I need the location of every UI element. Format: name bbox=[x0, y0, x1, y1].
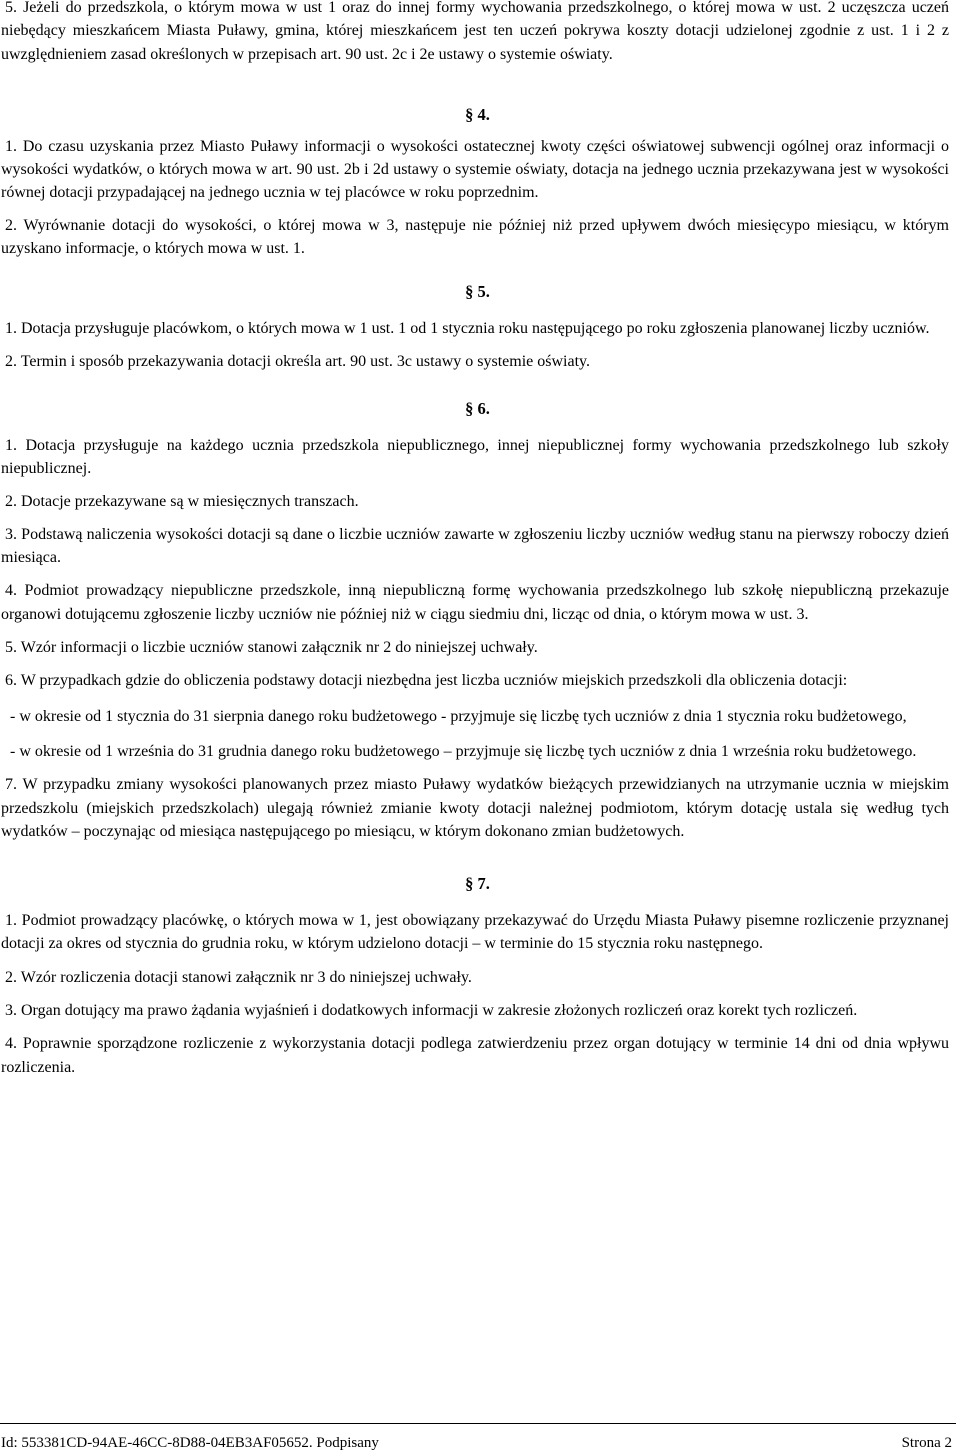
page-number: Strona 2 bbox=[901, 1435, 952, 1451]
section-sign-icon: § bbox=[465, 874, 478, 894]
paragraph-6-5: 5. Wzór informacji o liczbie uczniów stanowi załącznik nr 2 do niniejszej uchwały. bbox=[5, 639, 538, 657]
paragraph-6-6: 6. W przypadkach gdzie do obliczenia podstawy dotacji niezbędna jest liczba uczniów miejskich przedszkoli dla obliczenia dotacji: bbox=[5, 672, 848, 690]
page-footer bbox=[0, 1423, 956, 1456]
paragraph-5-1: 1. Dotacja przysługuje placówkom, o których mowa w 1 ust. 1 od 1 stycznia roku następującego po roku zgłoszenia planowanej liczby uczniów. bbox=[5, 320, 930, 338]
paragraph-6-2: 2. Dotacje przekazywane są w miesięcznych transzach. bbox=[5, 492, 359, 510]
paragraph-7-3: 3. Organ dotujący ma prawo żądania wyjaśnień i dodatkowych informacji w zakresie złożonych rozliczeń oraz korekt tych rozliczeń. bbox=[5, 1002, 858, 1020]
section-heading-7: § 7. bbox=[465, 874, 490, 894]
paragraph-7-2: 2. Wzór rozliczenia dotacji stanowi załącznik nr 3 do niniejszej uchwały. bbox=[5, 968, 472, 986]
paragraph-6-1: 1. Dotacja przysługuje na każdego ucznia przedszkola niepublicznego, innej niepublicznej formy wychowania przedszkolnego lub szkoły niepublicznej. bbox=[1, 436, 949, 478]
paragraph-6-4: 4. Podmiot prowadzący niepubliczne przedszkole, inną niepubliczną formę wychowania przedszkolnego lub szkołę niepubliczną przekazuje organowi dotującemu zgłoszenie liczby uczniów nie później niż w ciągu siedmiu dni, licząc od dnia, o którym mowa w ust. 3. bbox=[1, 582, 949, 623]
paragraph-6-7: 7. W przypadku zmiany wysokości planowanych przez miasto Puławy wydatków bieżących przewidzianych na utrzymanie ucznia w miejskim przedszkolu (miejskich przedszkolach) ulegają również zmianie kwoty dotacji należnej podmiotom, którym dotację ustala się według tych wydatków – poczynając od miesiąca następującego po miesiącu, w którym dokonano zmian budżetowych. bbox=[1, 776, 949, 840]
list-item: - w okresie od 1 września do 31 grudnia danego roku budżetowego – przyjmuje się liczbę tych uczniów z dnia 1 września roku budżetowego. bbox=[10, 742, 917, 760]
section-heading-6: § 6. bbox=[465, 398, 490, 418]
section-sign-icon: § bbox=[465, 282, 478, 302]
paragraph-4-2: 2. Wyrównanie dotacji do wysokości, o której mowa w 3, następuje nie później niż przed upływem dwóch miesięcypo miesiącu, w którym uzyskano informacje, o których mowa w ust. 1. bbox=[1, 216, 949, 258]
paragraph-6-3: 3. Podstawą naliczenia wysokości dotacji są dane o liczbie uczniów zawarte w zgłoszeniu liczby uczniów według stanu na pierwszy roboczy dzień miesiąca. bbox=[1, 525, 949, 567]
paragraph-4-1: 1. Do czasu uzyskania przez Miasto Puławy informacji o wysokości ostatecznej kwoty części oświatowej subwencji ogólnej oraz informacji o wysokości wydatków, o których mowa w art. 90 ust. 2b i 2d ustawy o systemie oświaty, dotacja na jednego ucznia przekazywana jest w wysokości równej dotacji przypadającej na jednego ucznia w tej placówce w roku poprzednim. bbox=[1, 137, 949, 202]
paragraph-5-2: 2. Termin i sposób przekazywania dotacji określa art. 90 ust. 3c ustawy o systemie oświaty. bbox=[5, 352, 590, 370]
document-id: Id: 553381CD-94AE-46CC-8D88-04EB3AF05652. Podpisany bbox=[1, 1435, 379, 1451]
section-heading-4: § 4. bbox=[465, 104, 490, 124]
document-body bbox=[1, 0, 949, 1089]
section-heading-5: § 5. bbox=[465, 282, 490, 302]
paragraph-7-4: 4. Poprawnie sporządzone rozliczenie z wykorzystania dotacji podlega zatwierdzeniu przez organ dotujący w terminie 14 dni od dnia wpływu rozliczenia. bbox=[1, 1035, 949, 1076]
section-sign-icon: § bbox=[465, 104, 478, 124]
section-sign-icon: § bbox=[465, 398, 478, 418]
paragraph-7-1: 1. Podmiot prowadzący placówkę, o których mowa w 1, jest obowiązany przekazywać do Urzędu Miasta Puławy pisemne rozliczenie przyznanej dotacji za okres od stycznia do grudnia roku, w którym udzielono dotacji – w terminie do 15 stycznia roku następnego. bbox=[1, 912, 949, 953]
list-item: - w okresie od 1 stycznia do 31 sierpnia danego roku budżetowego - przyjmuje się liczbę tych uczniów z dnia 1 stycznia roku budżetowego, bbox=[10, 707, 907, 725]
paragraph-3-5: 5. Jeżeli do przedszkola, o którym mowa w ust 1 oraz do innej formy wychowania przedszkolnego, o której mowa w ust. 2 uczęszcza uczeń niebędący mieszkańcem Miasta Puławy, gmina, której mieszkańcem jest ten uczeń pokrywa koszty dotacji udzielonej zgodnie z ust. 1 i 2 z uwzględnieniem zasad określonych w przepisach art. 90 ust. 2c i 2e ustawy o systemie oświaty. bbox=[1, 0, 949, 63]
